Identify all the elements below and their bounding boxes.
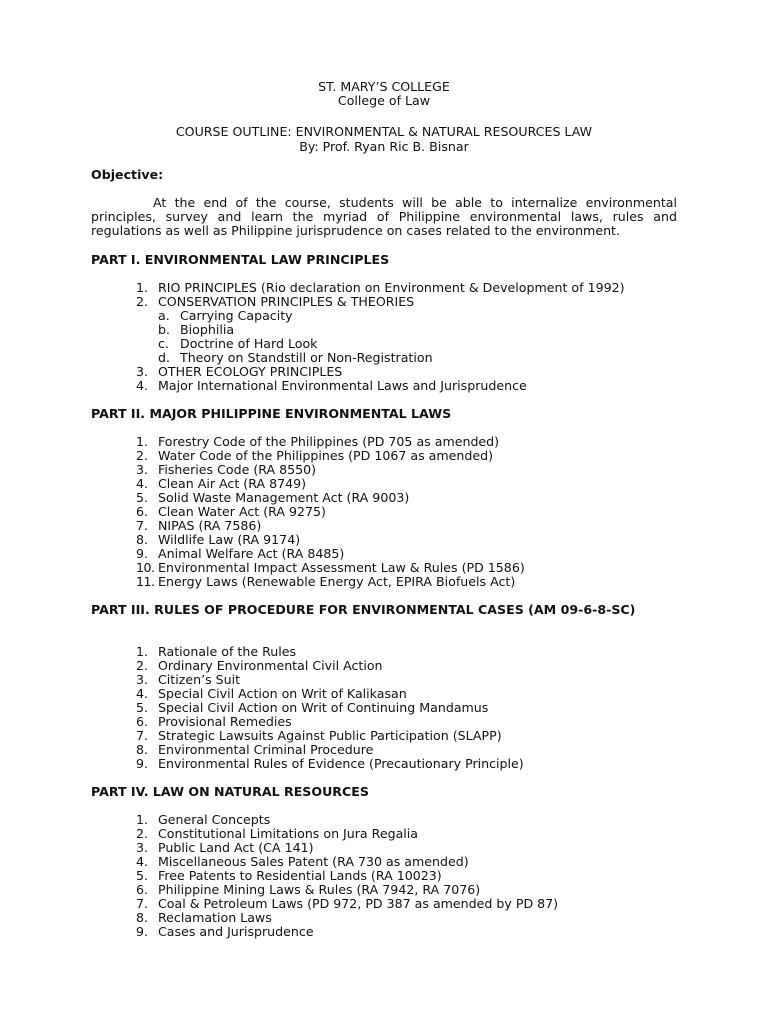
list-item: 8. Environmental Criminal Procedure [136, 742, 374, 757]
list-item: 10. Environmental Impact Assessment Law & Rules (PD 1586) [136, 560, 525, 575]
list-item: b. Biophilia [158, 322, 235, 337]
list-item: 11. Energy Laws (Renewable Energy Act, EPIRA Biofuels Act) [136, 574, 516, 589]
list-item: c. Doctrine of Hard Look [158, 336, 318, 351]
list-item: 3. Citizen’s Suit [136, 672, 241, 687]
list-item: 3. Fisheries Code (RA 8550) [136, 462, 317, 477]
list-item: 2. Ordinary Environmental Civil Action [136, 658, 383, 673]
list-item: 8. Reclamation Laws [136, 910, 272, 925]
school-name: ST. MARY’S COLLEGE [318, 79, 450, 94]
list-item: 6. Clean Water Act (RA 9275) [136, 504, 326, 519]
list-item: 4. Miscellaneous Sales Patent (RA 730 as amended) [136, 854, 469, 869]
part2-heading: PART II. MAJOR PHILIPPINE ENVIRONMENTAL LAWS [91, 406, 452, 421]
list-item: 9. Animal Welfare Act (RA 8485) [136, 546, 345, 561]
objective-text: At the end of the course, students will be able to internalize environmental principles, survey and learn the myriad of Philippine environmental laws, rules and regulations as well as Philippine jurisprudence on cases related to the environment. [91, 195, 677, 238]
part1-list-top [136, 281, 625, 309]
list-item: 4. Major International Environmental Laws and Jurisprudence [136, 378, 527, 393]
list-item: 1. Forestry Code of the Philippines (PD 705 as amended) [136, 434, 500, 449]
list-item: 8. Wildlife Law (RA 9174) [136, 532, 301, 547]
list-item: a. Carrying Capacity [158, 308, 293, 323]
list-item: 9. Cases and Jurisprudence [136, 924, 314, 939]
part4-list [136, 813, 558, 939]
list-item: 5. Special Civil Action on Writ of Continuing Mandamus [136, 700, 489, 715]
part2-list [136, 435, 525, 589]
list-item: d. Theory on Standstill or Non-Registration [158, 350, 433, 365]
list-item: 3. OTHER ECOLOGY PRINCIPLES [136, 364, 343, 379]
part1-heading: PART I. ENVIRONMENTAL LAW PRINCIPLES [91, 252, 390, 267]
list-item: 1. Rationale of the Rules [136, 644, 297, 659]
list-item: 5. Free Patents to Residential Lands (RA 10023) [136, 868, 442, 883]
list-item: 9. Environmental Rules of Evidence (Precautionary Principle) [136, 756, 524, 771]
part1-sublist [158, 309, 433, 365]
objective-heading: Objective: [91, 167, 164, 182]
list-item: 5. Solid Waste Management Act (RA 9003) [136, 490, 410, 505]
list-item: 6. Philippine Mining Laws & Rules (RA 7942, RA 7076) [136, 882, 481, 897]
part3-list [136, 645, 524, 771]
part1-list-bottom [136, 365, 527, 393]
list-item: 4. Clean Air Act (RA 8749) [136, 476, 307, 491]
objective-paragraph [91, 196, 677, 238]
list-item: 7. Strategic Lawsuits Against Public Participation (SLAPP) [136, 728, 502, 743]
list-item: 2. Water Code of the Philippines (PD 1067 as amended) [136, 448, 494, 463]
list-item: 7. Coal & Petroleum Laws (PD 972, PD 387 as amended by PD 87) [136, 896, 559, 911]
author-line: By: Prof. Ryan Ric B. Bisnar [299, 139, 469, 154]
college-name: College of Law [337, 93, 431, 108]
list-item: 1. General Concepts [136, 812, 271, 827]
list-item: 3. Public Land Act (CA 141) [136, 840, 314, 855]
list-item: 4. Special Civil Action on Writ of Kalikasan [136, 686, 407, 701]
part4-heading: PART IV. LAW ON NATURAL RESOURCES [91, 784, 369, 799]
list-item: 7. NIPAS (RA 7586) [136, 518, 262, 533]
part3-heading: PART III. RULES OF PROCEDURE FOR ENVIRONMENTAL CASES (AM 09-6-8-SC) [91, 602, 636, 617]
list-item: 1. RIO PRINCIPLES (Rio declaration on Environment & Development of 1992) [136, 280, 625, 295]
course-title: COURSE OUTLINE: ENVIRONMENTAL & NATURAL RESOURCES LAW [175, 124, 593, 139]
list-item: 2. CONSERVATION PRINCIPLES & THEORIES [136, 294, 415, 309]
list-item: 2. Constitutional Limitations on Jura Regalia [136, 826, 419, 841]
list-item: 6. Provisional Remedies [136, 714, 292, 729]
